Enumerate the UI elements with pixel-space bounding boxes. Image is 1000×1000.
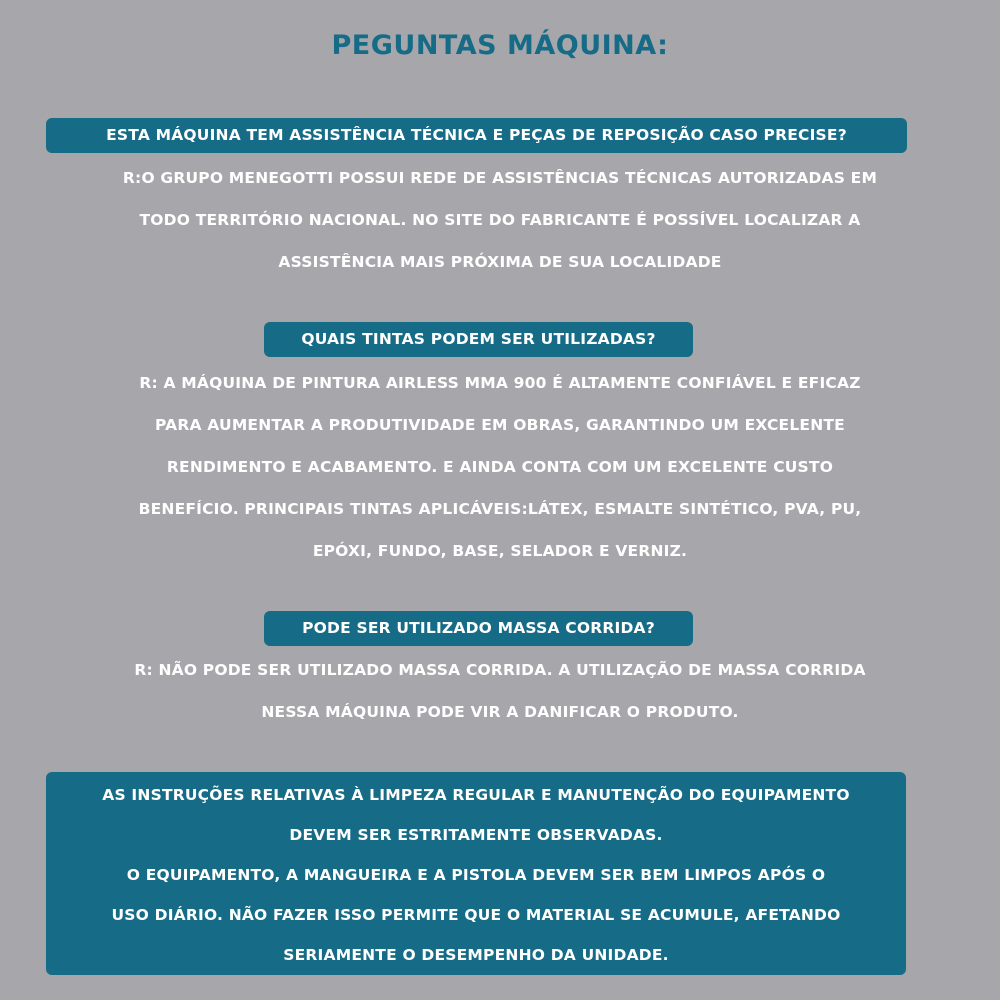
answer-line: R: NÃO PODE SER UTILIZADO MASSA CORRIDA. A UTILIZAÇÃO DE MASSA CORRIDA bbox=[134, 661, 866, 679]
answer-line: ASSISTÊNCIA MAIS PRÓXIMA DE SUA LOCALIDADE bbox=[278, 253, 722, 271]
faq-answer-2 bbox=[60, 362, 940, 572]
faq-answer-3 bbox=[60, 649, 940, 733]
answer-line: PARA AUMENTAR A PRODUTIVIDADE EM OBRAS, GARANTINDO UM EXCELENTE bbox=[155, 416, 845, 434]
faq-answer-1 bbox=[60, 157, 940, 283]
faq-question-2: QUAIS TINTAS PODEM SER UTILIZADAS? bbox=[264, 322, 693, 357]
answer-line: R:O GRUPO MENEGOTTI POSSUI REDE DE ASSISTÊNCIAS TÉCNICAS AUTORIZADAS EM bbox=[122, 169, 878, 187]
notice-line: DEVEM SER ESTRITAMENTE OBSERVADAS. bbox=[289, 826, 663, 844]
answer-line: R: A MÁQUINA DE PINTURA AIRLESS MMA 900 É ALTAMENTE CONFIÁVEL E EFICAZ bbox=[139, 374, 861, 392]
answer-line: TODO TERRITÓRIO NACIONAL. NO SITE DO FABRICANTE É POSSÍVEL LOCALIZAR A bbox=[139, 211, 861, 229]
faq-question-3: PODE SER UTILIZADO MASSA CORRIDA? bbox=[264, 611, 693, 646]
answer-line: RENDIMENTO E ACABAMENTO. E AINDA CONTA COM UM EXCELENTE CUSTO bbox=[166, 458, 834, 476]
notice-line: O EQUIPAMENTO, A MANGUEIRA E A PISTOLA DEVEM SER BEM LIMPOS APÓS O bbox=[126, 866, 826, 884]
maintenance-notice bbox=[46, 772, 906, 975]
notice-line: AS INSTRUÇÕES RELATIVAS À LIMPEZA REGULAR E MANUTENÇÃO DO EQUIPAMENTO bbox=[102, 786, 850, 804]
notice-line: USO DIÁRIO. NÃO FAZER ISSO PERMITE QUE O MATERIAL SE ACUMULE, AFETANDO bbox=[111, 906, 841, 924]
answer-line: BENEFÍCIO. PRINCIPAIS TINTAS APLICÁVEIS:LÁTEX, ESMALTE SINTÉTICO, PVA, PU, bbox=[138, 500, 862, 518]
answer-line: EPÓXI, FUNDO, BASE, SELADOR E VERNIZ. bbox=[312, 542, 688, 560]
faq-question-1: ESTA MÁQUINA TEM ASSISTÊNCIA TÉCNICA E PEÇAS DE REPOSIÇÃO CASO PRECISE? bbox=[46, 118, 907, 153]
page-title: PEGUNTAS MÁQUINA: bbox=[331, 30, 669, 61]
notice-line: SERIAMENTE O DESEMPENHO DA UNIDADE. bbox=[283, 946, 669, 964]
answer-line: NESSA MÁQUINA PODE VIR A DANIFICAR O PRODUTO. bbox=[261, 703, 739, 721]
